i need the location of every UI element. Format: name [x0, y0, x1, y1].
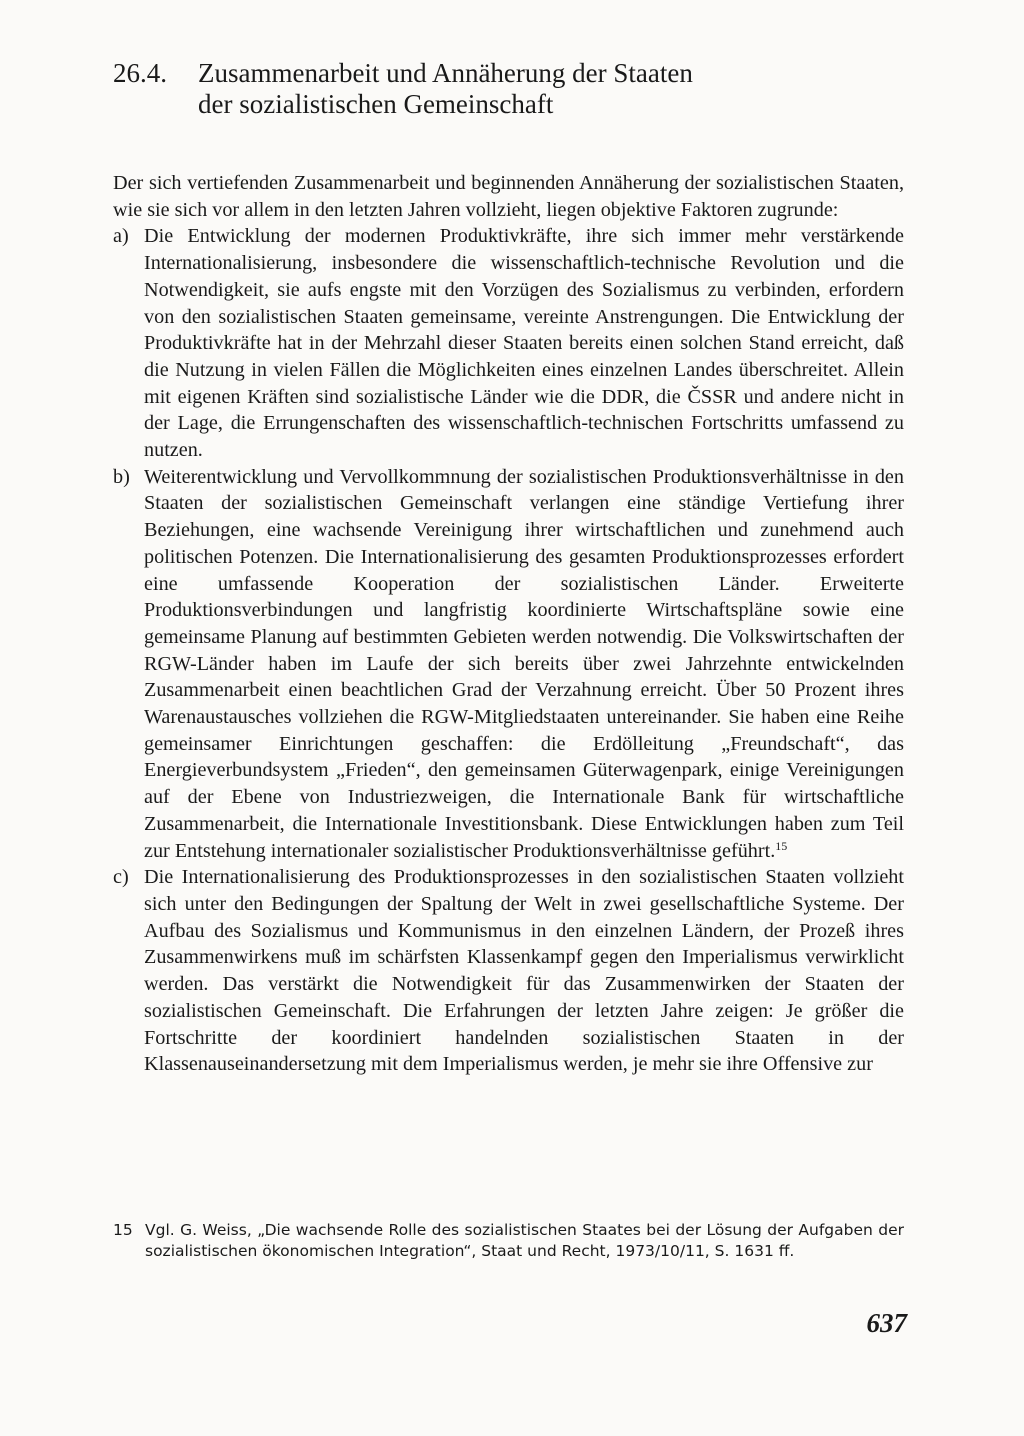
list-item-text: [144, 464, 904, 865]
intro-paragraph: Der sich vertiefenden Zusammenarbeit und beginnenden Annäherung der sozialistischen Staaten, wie sie sich vor allem in den letzten Jahren vollzieht, liegen objektive Faktoren zugrunde:: [113, 172, 904, 221]
footnote-reference[interactable]: 15: [775, 838, 788, 853]
list-item-a: [113, 223, 904, 463]
list-item-label: a): [113, 225, 129, 248]
section-title-line-1: Zusammenarbeit und Annäherung der Staaten: [198, 58, 693, 88]
list-item-text: Die Internationalisierung des Produktionsprozesses in den sozialistischen Staaten vollzieht sich unter den Bedingungen der Spaltung der Welt in zwei gesellschaftliche Systeme. Der Aufbau des Sozialismus und Kommunismus in den einzelnen Ländern, der Prozeß ihres Zusammenwirkens muß im schärfsten Klassenkampf gegen den Imperialismus verwirklicht werden. Das verstärkt die Notwendigkeit für das Zusammenwirken der Staaten der sozialistischen Gemeinschaft. Die Erfahrungen der letzten Jahre zeigen: Je größer die Fortschritte der koordiniert handelnden sozialistischen Staaten in der Klassenauseinandersetzung mit dem Imperialismus werden, je mehr sie ihre Offensive zur: [144, 866, 904, 1076]
section-title-line-2: der sozialistischen Gemeinschaft: [198, 89, 554, 119]
page-number: 637: [866, 1308, 907, 1338]
footnote-number: 15: [113, 1221, 133, 1239]
list-item-c: [113, 864, 904, 1078]
list-item-label: b): [113, 465, 130, 488]
body-text: [113, 170, 904, 1078]
list-item-text-content: Weiterentwicklung und Vervollkommnung der sozialistischen Produktionsverhältnisse in den Staaten der sozialistischen Gemeinschaft verlangen eine ständige Vertiefung ihrer Beziehungen, eine wachsende Vereinigung ihrer wirtschaftlichen und zunehmend auch politischen Potenzen. Die Internationalisierung des gesamten Produktionsprozesses erfordert eine umfassende Kooperation der sozialistischen Länder. Erweiterte Produktionsverbindungen und langfristig koordinierte Wirtschaftspläne sowie eine gemeinsame Planung auf bestimmten Gebieten werden notwendig. Die Volkswirtschaften der RGW-Länder haben im Laufe der sich bereits über zwei Jahrzehnte entwickelnden Zusammenarbeit einen beachtlichen Grad der Verzahnung erreicht. Über 50 Prozent ihres Warenaustausches vollziehen die RGW-Mitgliedstaaten untereinander. Sie haben eine Reihe gemeinsamer Einrichtungen geschaffen: die Erdölleitung „Freundschaft“, das Energieverbundsystem „Frieden“, den gemeinsamen Güterwagenpark, einige Vereinigungen auf der Ebene von Industriezweigen, die Internationale Bank für wirtschaftliche Zusammenarbeit, die Internationale Investitionsbank. Diese Entwicklungen haben zum Teil zur Entstehung internationaler sozialistischer Produktionsverhältnisse geführt.: [144, 465, 904, 862]
section-number: 26.4.: [113, 58, 167, 88]
list-item-b: [113, 464, 904, 865]
list-item-text: Die Entwicklung der modernen Produktivkräfte, ihre sich immer mehr verstärkende Internationalisierung, insbesondere die wissenschaftlich-technische Revolution und die Notwendigkeit, sie aufs engste mit den Vorzügen des Sozialismus zu verbinden, erfordern von den sozialistischen Staaten gemeinsame, vereinte Anstrengungen. Die Entwicklung der Produktivkräfte hat in der Mehrzahl dieser Staaten bereits einen solchen Stand erreicht, daß die Nutzung in vielen Fällen die Möglichkeiten eines einzelnen Landes überschreitet. Allein mit eigenen Kräften sind sozialistische Länder wie die DDR, die ČSSR und andere nicht in der Lage, die Errungenschaften des wissenschaftlich-technischen Fortschritts umfassend zu nutzen.: [144, 225, 904, 462]
footnote-text: Vgl. G. Weiss, „Die wachsende Rolle des sozialistischen Staates bei der Lösung der Aufgaben der sozialistischen ökonomischen Integration“, Staat und Recht, 1973/10/11, S. 1631 ff.: [145, 1221, 904, 1260]
footnote: [113, 1220, 904, 1261]
list-item-label: c): [113, 866, 129, 889]
